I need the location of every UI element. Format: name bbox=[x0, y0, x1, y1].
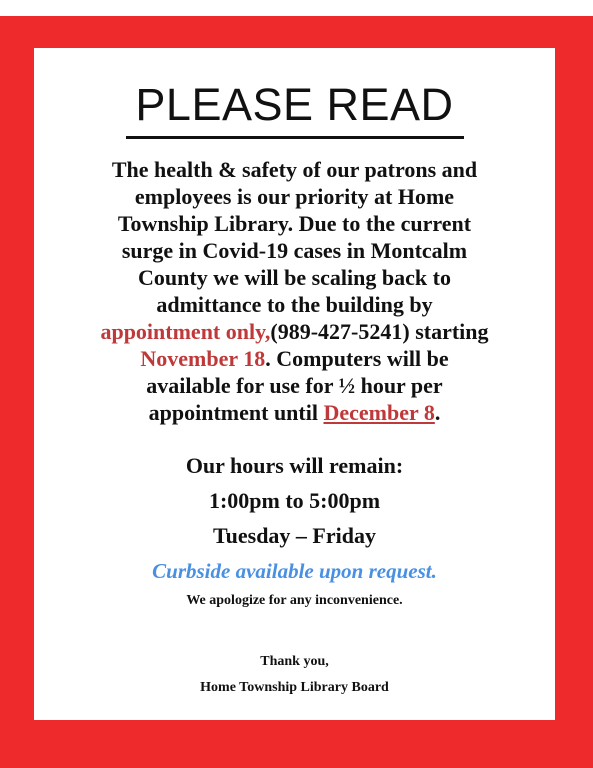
title-underline bbox=[126, 136, 464, 139]
end-date-text: December 8 bbox=[323, 400, 435, 425]
appointment-only-text: appointment only, bbox=[100, 319, 271, 344]
period-text: . bbox=[434, 400, 441, 425]
notice-title: PLEASE READ bbox=[135, 79, 454, 130]
computers-text: . Computers will be bbox=[265, 346, 449, 371]
body-line: surge in Covid-19 cases in Montcalm bbox=[121, 238, 468, 263]
hours-time: 1:00pm to 5:00pm bbox=[208, 488, 381, 513]
apology-text: We apologize for any inconvenience. bbox=[186, 593, 403, 608]
body-line bbox=[34, 318, 555, 345]
signature-text: Home Township Library Board bbox=[200, 680, 389, 695]
body-line: available for use for ½ hour per bbox=[146, 373, 443, 398]
body-line bbox=[34, 345, 555, 372]
hours-days: Tuesday – Friday bbox=[212, 523, 376, 548]
body-line: Township Library. Due to the current bbox=[117, 211, 472, 236]
phone-starting-text: (989-427-5241) starting bbox=[270, 319, 489, 344]
notice-body bbox=[34, 156, 555, 426]
top-margin bbox=[0, 0, 593, 16]
hours-heading: Our hours will remain: bbox=[185, 453, 404, 478]
thanks-text: Thank you, bbox=[260, 654, 329, 669]
body-line: employees is our priority at Home bbox=[134, 184, 455, 209]
appointment-until-text: appointment until bbox=[148, 400, 324, 425]
body-line: admittance to the building by bbox=[156, 292, 433, 317]
body-line bbox=[34, 399, 555, 426]
start-date-text: November 18 bbox=[140, 346, 266, 371]
body-line: The health & safety of our patrons and bbox=[111, 157, 478, 182]
curbside-note: Curbside available upon request. bbox=[152, 559, 437, 583]
notice-sheet bbox=[34, 48, 555, 720]
body-line: County we will be scaling back to bbox=[138, 265, 451, 290]
